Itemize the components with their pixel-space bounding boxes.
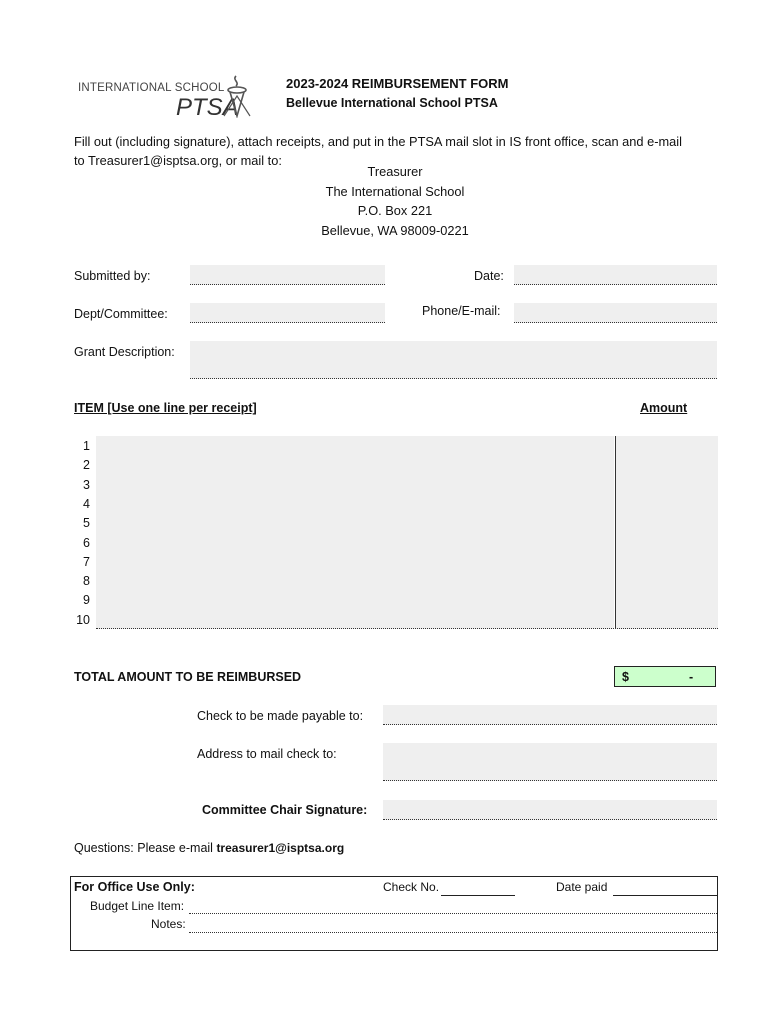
instructions-line-1: Fill out (including signature), attach receipts, and put in the PTSA mail slot in IS front office, scan and e-mail: [74, 134, 682, 149]
date-label: Date:: [474, 269, 504, 283]
item-row-number: 5: [83, 516, 90, 531]
item-row-number: 9: [83, 593, 90, 608]
total-currency: $: [622, 670, 629, 684]
payable-to-field[interactable]: [383, 705, 717, 725]
dept-committee-field[interactable]: [190, 303, 385, 323]
items-header: ITEM [Use one line per receipt]: [74, 401, 257, 415]
address-line-3: P.O. Box 221: [357, 203, 433, 218]
budget-line-label: Budget Line Item:: [90, 899, 185, 913]
notes-field[interactable]: [189, 932, 717, 933]
submitted-by-label: Submitted by:: [74, 269, 151, 283]
items-description-area[interactable]: [96, 436, 614, 629]
mail-address-label: Address to mail check to:: [197, 747, 337, 761]
school-logo: [76, 72, 256, 124]
check-no-label: Check No.: [383, 880, 440, 894]
grant-description-label: Grant Description:: [74, 345, 175, 359]
grant-description-field[interactable]: [190, 341, 717, 379]
questions-email-link[interactable]: treasurer1@isptsa.org: [216, 841, 345, 855]
logo-school-text: INTERNATIONAL SCHOOL: [78, 82, 225, 94]
total-label: TOTAL AMOUNT TO BE REIMBURSED: [74, 670, 302, 684]
office-use-title: For Office Use Only:: [74, 880, 195, 894]
signature-field[interactable]: [383, 800, 717, 820]
instructions-line-2: to Treasurer1@isptsa.org, or mail to:: [74, 153, 282, 168]
address-line-2: The International School: [325, 183, 465, 199]
date-paid-line[interactable]: [613, 895, 717, 896]
form-title: 2023-2024 REIMBURSEMENT FORM: [286, 76, 509, 91]
total-amount-box: [614, 666, 716, 687]
item-row-number: 2: [83, 458, 90, 473]
item-row-number: 1: [83, 439, 90, 453]
torch-icon: [222, 72, 252, 118]
total-value: -: [689, 670, 694, 684]
check-no-line[interactable]: [441, 895, 515, 896]
date-paid-label: Date paid: [556, 880, 608, 894]
item-row-number: 7: [83, 554, 90, 569]
notes-label: Notes:: [151, 917, 186, 931]
payable-to-label: Check to be made payable to:: [197, 709, 364, 723]
submitted-by-field[interactable]: [190, 265, 385, 285]
logo-ptsa-text: PTSA: [176, 94, 239, 121]
date-field[interactable]: [514, 265, 717, 285]
amount-header: Amount: [640, 401, 688, 415]
item-row-number: 8: [83, 574, 90, 589]
mailing-address: [280, 162, 510, 240]
phone-email-label: Phone/E-mail:: [422, 304, 501, 318]
questions-line: [74, 841, 344, 855]
office-use-box: [70, 876, 718, 951]
item-row-number: 10: [76, 612, 90, 627]
items-amount-area[interactable]: [615, 436, 718, 629]
address-line-4: Bellevue, WA 98009-0221: [321, 222, 469, 238]
item-row-number: 3: [83, 477, 90, 492]
address-line-1: Treasurer: [367, 164, 423, 179]
dept-committee-label: Dept/Committee:: [74, 307, 168, 321]
form-subtitle: Bellevue International School PTSA: [286, 96, 498, 110]
phone-email-field[interactable]: [514, 303, 717, 323]
budget-line-field[interactable]: [189, 913, 717, 914]
item-row-number: 4: [83, 496, 90, 511]
signature-label: Committee Chair Signature:: [202, 803, 368, 817]
mail-address-field[interactable]: [383, 743, 717, 781]
item-row-number: 6: [83, 535, 90, 550]
questions-prefix: Questions: Please e-mail: [74, 841, 217, 855]
